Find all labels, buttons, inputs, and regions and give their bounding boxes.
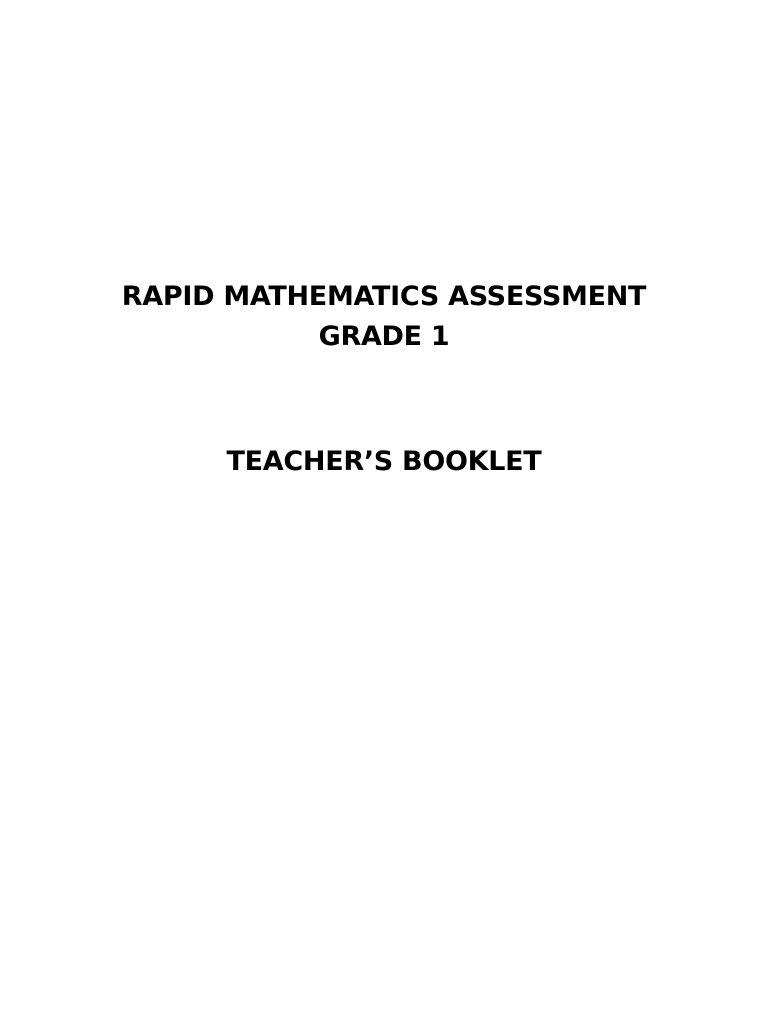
title-block xyxy=(0,277,768,357)
assessment-title: RAPID MATHEMATICS ASSESSMENT xyxy=(121,281,647,312)
grade-label: GRADE 1 xyxy=(318,321,450,352)
booklet-label: TEACHER’S BOOKLET xyxy=(226,446,542,477)
booklet-block xyxy=(0,442,768,482)
